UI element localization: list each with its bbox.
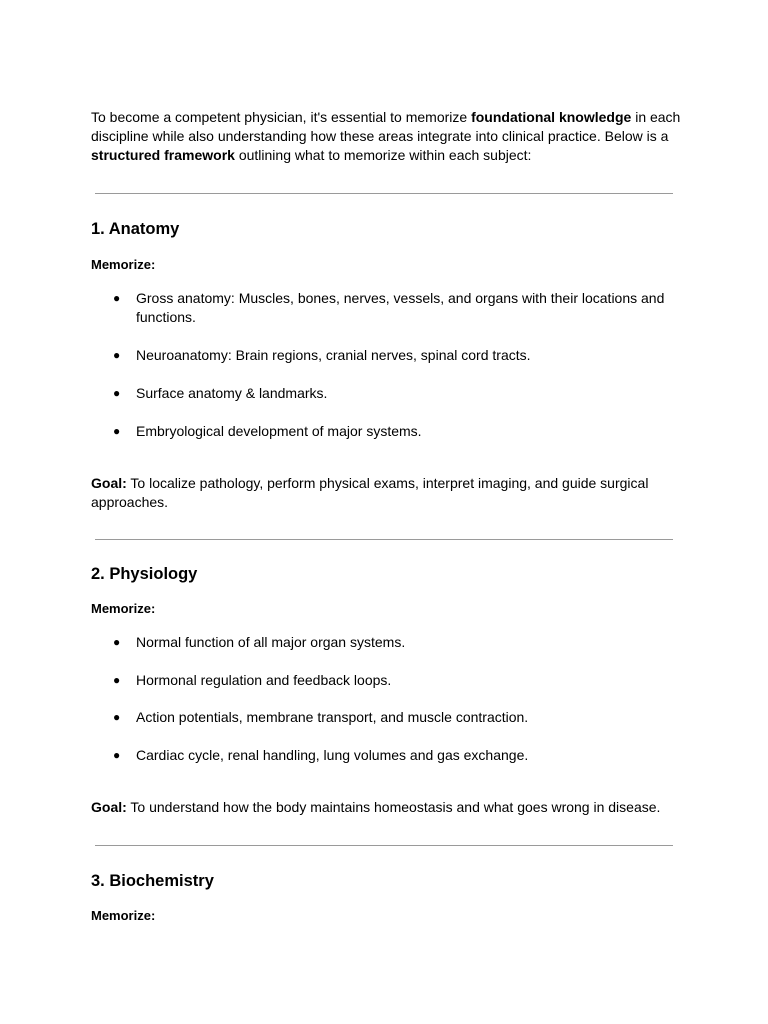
memorize-list bbox=[91, 633, 681, 765]
goal-paragraph: Goal: To understand how the body maintains homeostasis and what goes wrong in disease. bbox=[91, 799, 661, 815]
section-anatomy bbox=[91, 219, 681, 512]
memorize-label: Memorize: bbox=[91, 601, 156, 616]
bullet-icon: ● bbox=[113, 635, 121, 649]
intro-bold-framework: structured framework bbox=[91, 147, 235, 163]
section-heading: 3. Biochemistry bbox=[91, 872, 214, 890]
bullet-icon: ● bbox=[113, 386, 121, 400]
bullet-icon: ● bbox=[113, 748, 121, 762]
list-item: ● Surface anatomy & landmarks. bbox=[113, 385, 328, 401]
intro-paragraph: To become a competent physician, it's essential to memorize foundational knowledge in each discipline while also understanding how these areas integrate into clinical practice. Below is a structured framework outlining what to memorize within each subject: bbox=[91, 109, 681, 163]
list-item: ● Hormonal regulation and feedback loops. bbox=[113, 672, 392, 688]
list-item: ● Cardiac cycle, renal handling, lung volumes and gas exchange. bbox=[113, 747, 529, 763]
list-item: ● Action potentials, membrane transport, and muscle contraction. bbox=[113, 709, 529, 725]
section-physiology bbox=[91, 564, 681, 817]
list-item: ● Neuroanatomy: Brain regions, cranial nerves, spinal cord tracts. bbox=[113, 347, 531, 363]
goal-paragraph: Goal: To localize pathology, perform physical exams, interpret imaging, and guide surgical approaches. bbox=[91, 475, 649, 510]
list-item: ● Embryological development of major systems. bbox=[113, 423, 422, 439]
section-divider bbox=[95, 845, 673, 846]
section-biochemistry bbox=[91, 871, 681, 924]
goal-label: Goal: bbox=[91, 799, 127, 815]
bullet-icon: ● bbox=[113, 348, 121, 362]
section-heading: 1. Anatomy bbox=[91, 220, 180, 238]
memorize-list bbox=[91, 289, 681, 441]
section-divider bbox=[95, 539, 673, 540]
bullet-icon: ● bbox=[113, 424, 121, 438]
memorize-label: Memorize: bbox=[91, 257, 156, 272]
bullet-icon: ● bbox=[113, 710, 121, 724]
intro-bold-foundational: foundational knowledge bbox=[471, 109, 632, 125]
memorize-label: Memorize: bbox=[91, 908, 156, 923]
bullet-icon: ● bbox=[113, 673, 121, 687]
list-item: ● Gross anatomy: Muscles, bones, nerves, vessels, and organs with their locations and functions. bbox=[113, 290, 665, 325]
goal-label: Goal: bbox=[91, 475, 127, 491]
section-heading: 2. Physiology bbox=[91, 565, 198, 583]
section-divider bbox=[95, 193, 673, 194]
list-item: ● Normal function of all major organ systems. bbox=[113, 634, 406, 650]
bullet-icon: ● bbox=[113, 291, 121, 305]
document-body bbox=[91, 108, 681, 924]
